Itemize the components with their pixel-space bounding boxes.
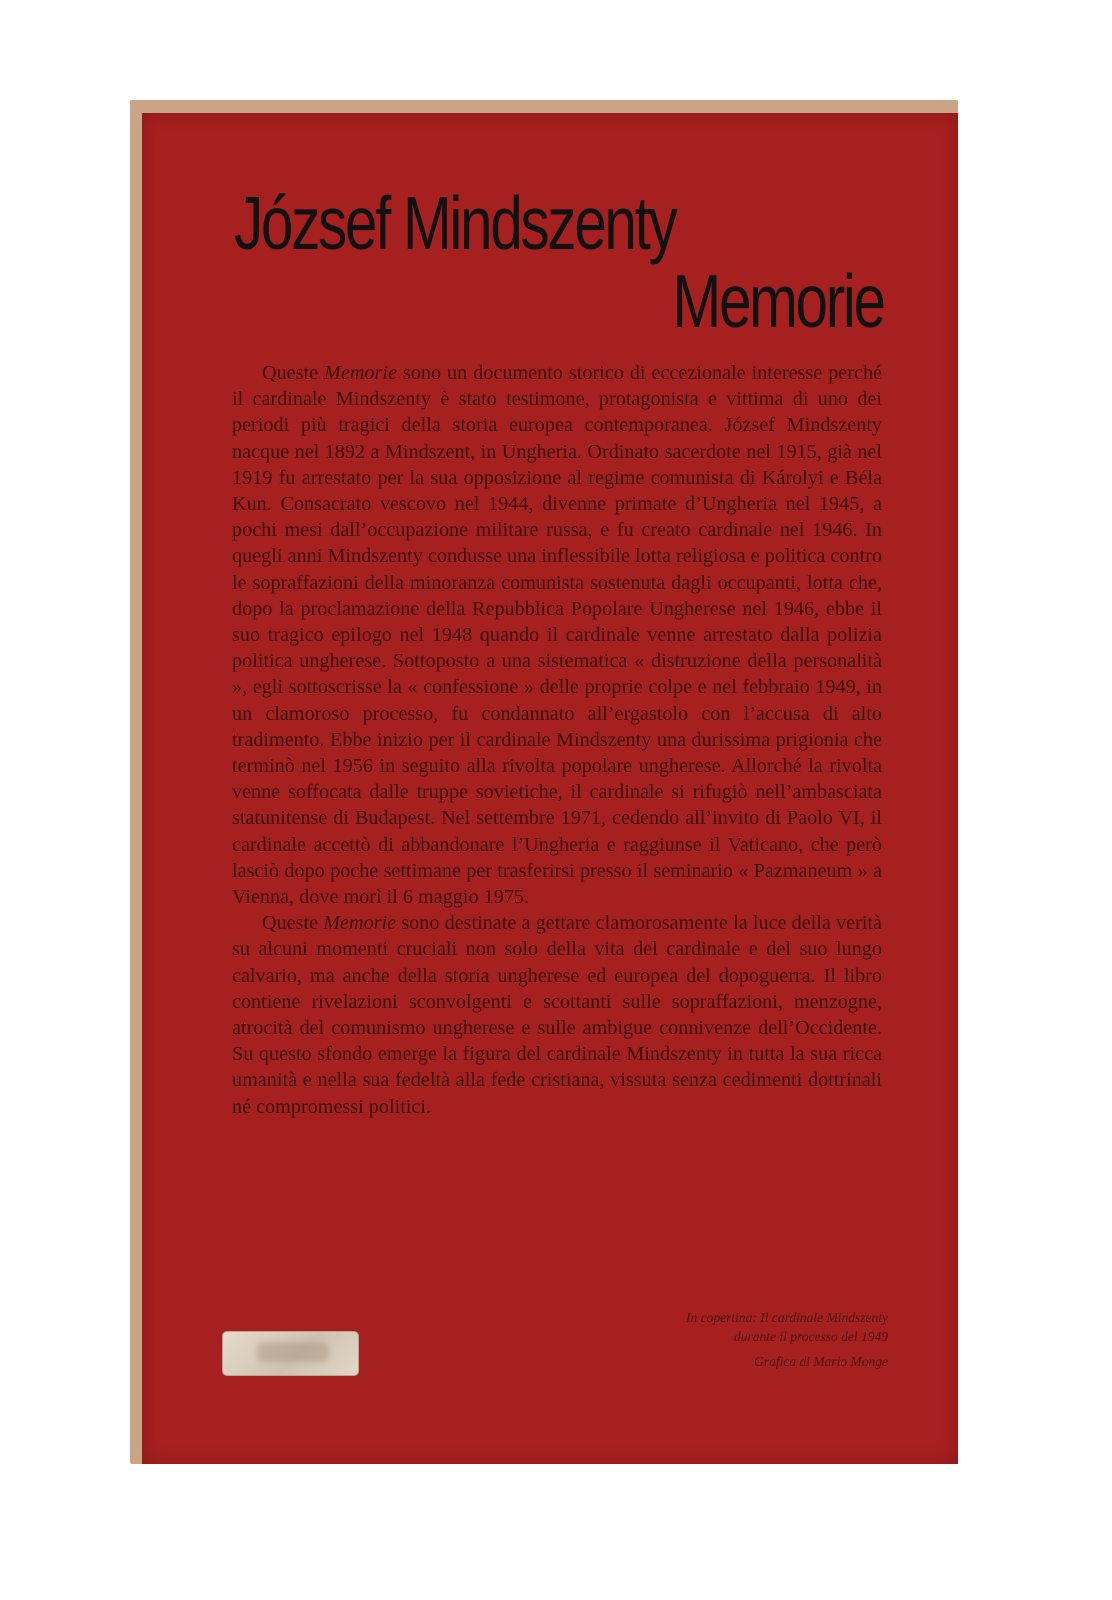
blurb-p2-rest: sono destinate a gettare clamorosamente la luce della verità su alcuni momenti cruciali non solo della vita del cardinale e del suo lungo calvario, ma anche della storia ungherese ed europea del dopoguerra. Il libro contiene rivelazioni sconvolgenti e scottanti sulle sopraffazioni, menzogne, atrocità del comunismo ungherese e sulle ambigue connivenze dell’Occidente. Su questo sfondo emerge la figura del cardinale Mindszenty in tutta la sua ricca umanità e nella sua fedeltà alla fede cristiana, vissuta senza cedimenti dottrinali né compromessi politici. xyxy=(232,912,882,1118)
blurb-p1-rest: sono un documento storico di eccezionale interesse perché il cardinale Mindszenty è stato testimone, protagonista e vittima di uno dei periodi più tragici della storia europea contemporanea. József Mindszenty nacque nel 1892 a Mindszent, in Ungheria. Ordinato sacerdote nel 1915, già nel 1919 fu arrestato per la sua opposizione al regime comunista di Károlyi e Béla Kun. Consacrato vescovo nel 1944, divenne primate d’Ungheria nel 1945, a pochi mesi dall’occupazione militare russa, e fu creato cardinale nel 1946. In quegli anni Mindszenty condusse una inflessibile lotta religiosa e politica contro le sopraffazioni della minoranza comunista sostenuta dagli occupanti, lotta che, dopo la proclamazione della Repubblica Popolare Ungherese nel 1946, ebbe il suo tragico epilogo nel 1948 quando il cardinale venne arrestato dalla polizia politica ungherese. Sottoposto a una sistematica « distruzione della personalità », egli sottoscrisse la « confessione » delle proprie colpe e nel febbraio 1949, in un clamoroso processo, fu condannato all’ergastolo con l’accusa di alto tradimento. Ebbe inizio per il cardinale Mindszenty una durissima prigionia che terminò nel 1956 in seguito alla rivolta popolare ungherese. Allorché la rivolta venne soffocata dalle truppe sovietiche, il cardinale si rifugiò nell’ambasciata statunitense di Budapest. Nel settembre 1971, cedendo all’invito di Paolo VI, il cardinale accettò di abbandonare l’Ungheria e raggiunse il Vaticano, che però lasciò dopo poche settimane per trasferirsi presso il seminario « Pazmaneum » a Vienna, dove morì il 6 maggio 1975. xyxy=(232,362,882,909)
blurb-p1-italic: Memorie xyxy=(324,362,397,384)
price-sticker xyxy=(222,1331,359,1376)
blurb-p1-start: Queste xyxy=(262,362,325,384)
blurb-text xyxy=(232,360,882,1120)
credit-line-1: In copertina: Il cardinale Mindszenty xyxy=(686,1310,888,1325)
blurb-p2-start: Queste xyxy=(262,912,324,935)
book-title: Memorie xyxy=(672,259,884,343)
blurb-paragraph-2 xyxy=(232,910,882,1120)
author-name: József Mindszenty xyxy=(234,181,676,265)
cover-credits xyxy=(548,1308,888,1371)
blurb-paragraph-1 xyxy=(232,360,882,910)
blurb-p2-italic: Memorie xyxy=(323,912,397,935)
sticker-smudge xyxy=(257,1342,329,1362)
credit-line-3: Grafica di Mario Monge xyxy=(754,1354,888,1369)
credit-line-2: durante il processo del 1949 xyxy=(734,1329,888,1344)
